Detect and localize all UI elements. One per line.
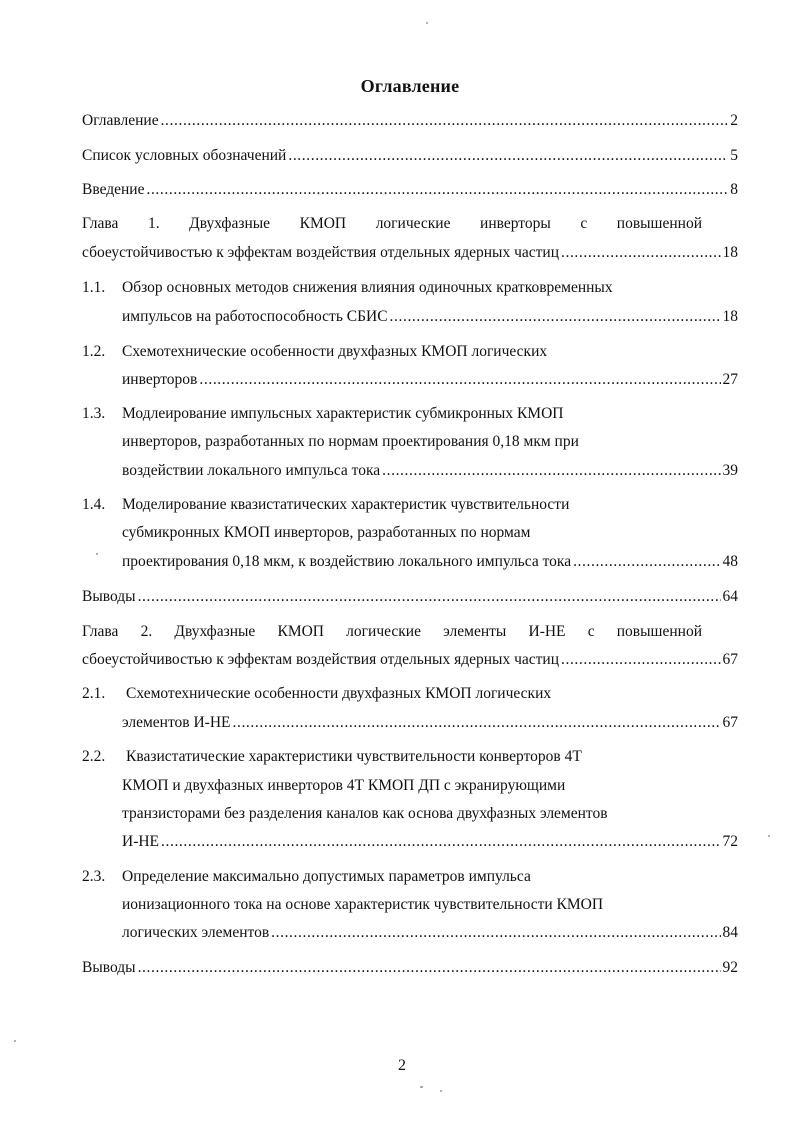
toc-section-text[interactable]: Модлеирование импульсных характеристик субмикронных КМОП: [122, 405, 564, 422]
toc-section-1-4[interactable]: [122, 552, 738, 572]
dot-leader: [288, 146, 728, 166]
toc-section-text[interactable]: транзисторами без разделения каналов как основа двухфазных элементов: [122, 805, 608, 822]
dot-leader: [561, 243, 721, 263]
toc-page-number: 67: [722, 714, 738, 731]
dot-leader: [138, 587, 721, 607]
scan-speck: [420, 1086, 423, 1088]
toc-entry-text: инверторов: [122, 371, 198, 388]
section-number: 1.4.: [82, 496, 106, 513]
scan-speck: [426, 22, 428, 24]
toc-section-1-1[interactable]: [122, 307, 738, 327]
toc-entry-conclusions-2[interactable]: [82, 958, 738, 978]
toc-section-text[interactable]: Моделирование квазистатических характеристик чувствительности: [122, 496, 570, 513]
toc-page-number: 2: [730, 112, 738, 129]
dot-leader: [233, 713, 721, 733]
section-number: 2.1.: [82, 685, 106, 702]
page-title: Оглавление: [360, 76, 460, 96]
toc-page-number: 48: [722, 553, 738, 570]
toc-entry-text: проектирования 0,18 мкм, к воздействию локального импульса тока: [122, 553, 572, 570]
section-number: 2.3.: [82, 868, 106, 885]
toc-entry-text: Введение: [82, 181, 145, 198]
toc-chapter-1[interactable]: [82, 243, 738, 263]
toc-entry-contents[interactable]: [82, 111, 738, 131]
toc-section-text[interactable]: ионизационного тока на основе характеристик чувствительности КМОП: [122, 896, 604, 913]
toc-section-1-2[interactable]: [122, 370, 738, 390]
toc-entry-text: воздействии локального импульса тока: [122, 462, 381, 479]
section-number: 1.3.: [82, 405, 106, 422]
dot-leader: [199, 370, 720, 390]
toc-chapter-2-line1[interactable]: Глава 2. Двухфазные КМОП логические элементы И-НЕ с повышенной: [82, 623, 702, 640]
toc-section-2-1[interactable]: [122, 713, 738, 733]
toc-page-number: 27: [722, 371, 738, 388]
dot-leader: [271, 923, 720, 943]
toc-entry-text: элементов И-НЕ: [122, 714, 231, 731]
toc-page-number: 5: [730, 147, 738, 164]
section-number: 2.2.: [82, 748, 106, 765]
toc-entry-abbreviations[interactable]: [82, 146, 738, 166]
scan-speck: [96, 553, 98, 555]
toc-entry-conclusions-1[interactable]: [82, 587, 738, 607]
toc-entry-text: сбоеустойчивостью к эффектам воздействия отдельных ядерных частиц: [82, 244, 559, 261]
toc-page-number: 8: [730, 181, 738, 198]
toc-section-text[interactable]: Обзор основных методов снижения влияния одиночных кратковременных: [122, 279, 613, 296]
section-number: 1.2.: [82, 343, 106, 360]
toc-entry-text: импульсов на работоспособность СБИС: [122, 308, 388, 325]
toc-section-text[interactable]: Схемотехнические особенности двухфазных КМОП логических: [126, 685, 552, 702]
toc-entry-text: Оглавление: [82, 112, 159, 129]
toc-entry-text: И-НЕ: [122, 833, 160, 850]
toc-page-number: 92: [722, 959, 738, 976]
toc-entry-text: сбоеустойчивостью к эффектам воздействия отдельных ядерных частиц: [82, 651, 559, 668]
toc-entry-text: Выводы: [82, 588, 136, 605]
dot-leader: [146, 180, 728, 200]
dot-leader: [138, 958, 721, 978]
dot-leader: [382, 461, 720, 481]
toc-entry-text: Список условных обозначений: [82, 147, 287, 164]
toc-page-number: 18: [722, 308, 738, 325]
toc-section-text[interactable]: инверторов, разработанных по нормам проектирования 0,18 мкм при: [122, 433, 579, 450]
scan-speck: [440, 1090, 442, 1092]
toc-chapter-2[interactable]: [82, 650, 738, 670]
toc-section-text[interactable]: Квазистатические характеристики чувствительности конверторов 4Т: [126, 748, 582, 765]
section-number: 1.1.: [82, 279, 106, 296]
dot-leader: [390, 307, 721, 327]
dot-leader: [573, 552, 720, 572]
toc-page-number: 84: [722, 924, 738, 941]
toc-entry-text: Выводы: [82, 959, 136, 976]
toc-section-2-2[interactable]: [122, 832, 738, 852]
toc-page-number: 64: [722, 588, 738, 605]
dot-leader: [161, 111, 729, 131]
dot-leader: [561, 650, 721, 670]
toc-entry-introduction[interactable]: [82, 180, 738, 200]
toc-page-number: 18: [722, 244, 738, 261]
toc-section-text[interactable]: субмикронных КМОП инверторов, разработанных по нормам: [122, 524, 531, 541]
toc-chapter-1-line1[interactable]: Глава 1. Двухфазные КМОП логические инверторы с повышенной: [82, 215, 702, 232]
toc-page-number: 72: [722, 833, 738, 850]
toc-page-number: 67: [722, 651, 738, 668]
toc-page-number: 39: [722, 462, 738, 479]
scan-speck: [14, 1040, 16, 1042]
toc-section-text[interactable]: Определение максимально допустимых параметров импульса: [122, 868, 531, 885]
scan-speck: [768, 835, 770, 837]
dot-leader: [161, 832, 720, 852]
toc-section-text[interactable]: КМОП и двухфазных инверторов 4Т КМОП ДП с экранирующими: [122, 777, 566, 794]
toc-section-text[interactable]: Схемотехнические особенности двухфазных КМОП логических: [122, 343, 548, 360]
toc-entry-text: логических элементов: [122, 924, 270, 941]
toc-section-1-3[interactable]: [122, 461, 738, 481]
toc-section-2-3[interactable]: [122, 923, 738, 943]
page-number: 2: [398, 1057, 406, 1074]
